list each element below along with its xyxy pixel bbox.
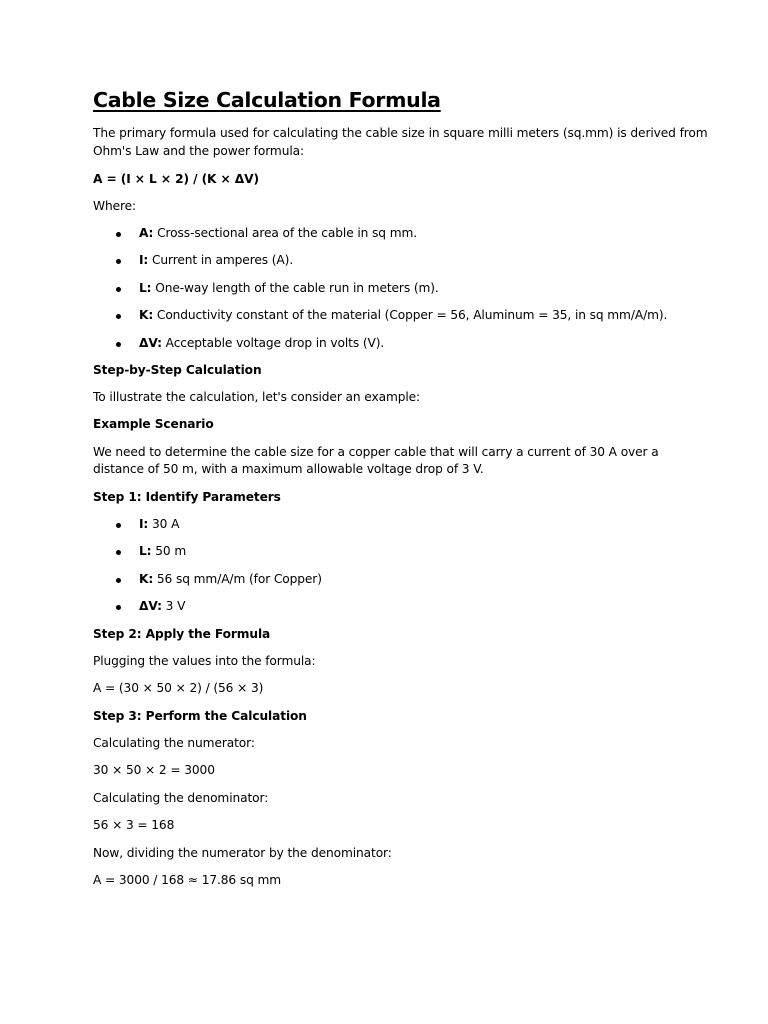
denominator-label: Calculating the denominator: (93, 791, 269, 805)
bullet-icon (116, 342, 121, 347)
example-heading: Example Scenario (93, 417, 214, 431)
result-line: A = 3000 / 168 ≈ 17.86 sq mm (93, 873, 282, 887)
definition-item: A: Cross-sectional area of the cable in sq mm. (139, 226, 418, 240)
bullet-icon (116, 287, 121, 292)
bullet-icon (116, 523, 121, 528)
plugged-formula: A = (30 × 50 × 2) / (56 × 3) (93, 681, 264, 695)
definition-item: K: Conductivity constant of the material (Copper = 56, Aluminum = 35, in sq mm/A/m). (139, 308, 668, 322)
plugging-text: Plugging the values into the formula: (93, 654, 316, 668)
definition-item: I: Current in amperes (A). (139, 253, 294, 267)
intro-line-2: Ohm's Law and the power formula: (93, 144, 304, 158)
bullet-icon (116, 605, 121, 610)
numerator-label: Calculating the numerator: (93, 736, 255, 750)
where-label: Where: (93, 199, 137, 213)
intro-line-1: The primary formula used for calculating the cable size in square milli meters (sq.mm) is derived from (93, 126, 708, 140)
illustrate-text: To illustrate the calculation, let's consider an example: (93, 390, 421, 404)
denominator-value: 56 × 3 = 168 (93, 818, 175, 832)
parameter-item: K: 56 sq mm/A/m (for Copper) (139, 572, 322, 586)
definition-item: ΔV: Acceptable voltage drop in volts (V). (139, 336, 385, 350)
document-title: Cable Size Calculation Formula (93, 88, 441, 112)
numerator-value: 30 × 50 × 2 = 3000 (93, 763, 215, 777)
step1-heading: Step 1: Identify Parameters (93, 490, 281, 504)
step3-heading: Step 3: Perform the Calculation (93, 709, 307, 723)
definition-item: L: One-way length of the cable run in meters (m). (139, 281, 439, 295)
bullet-icon (116, 259, 121, 264)
step-by-step-heading: Step-by-Step Calculation (93, 363, 262, 377)
example-line-1: We need to determine the cable size for a copper cable that will carry a current of 30 A over a (93, 445, 659, 459)
step2-heading: Step 2: Apply the Formula (93, 627, 271, 641)
bullet-icon (116, 550, 121, 555)
main-formula: A = (I × L × 2) / (K × ΔV) (93, 172, 259, 186)
bullet-icon (116, 578, 121, 583)
example-line-2: distance of 50 m, with a maximum allowable voltage drop of 3 V. (93, 462, 484, 476)
parameter-item: ΔV: 3 V (139, 599, 186, 613)
dividing-label: Now, dividing the numerator by the denominator: (93, 846, 392, 860)
bullet-icon (116, 232, 121, 237)
bullet-icon (116, 314, 121, 319)
parameter-item: I: 30 A (139, 517, 180, 531)
parameter-item: L: 50 m (139, 544, 187, 558)
